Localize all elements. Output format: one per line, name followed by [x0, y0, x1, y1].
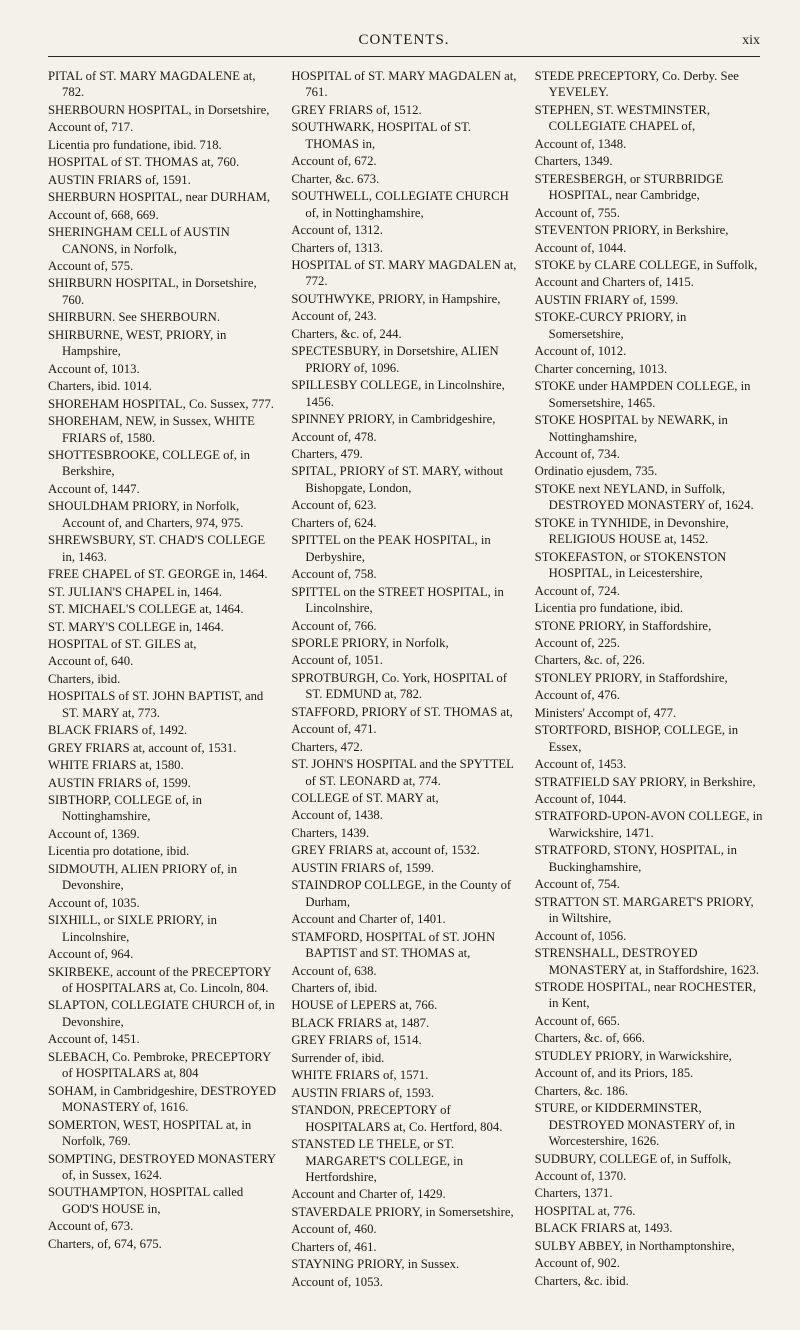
index-entry: SLEBACH, Co. Pembroke, PRECEPTORY of HOSPITALARS at, 804: [48, 1049, 271, 1081]
index-entry: SHOREHAM HOSPITAL, Co. Sussex, 777.: [48, 396, 274, 411]
index-entry: Charters, 472.: [291, 739, 363, 754]
index-entry: Account of, 1013.: [48, 361, 140, 376]
index-entry: BLACK FRIARS of, 1492.: [48, 723, 188, 738]
index-entry: Charters of, 624.: [291, 515, 377, 530]
index-entry: STOKE by CLARE COLLEGE, in Suffolk,: [534, 257, 758, 272]
index-entry: GREY FRIARS of, 1514.: [291, 1033, 422, 1048]
index-entry: SPITTEL on the PEAK HOSPITAL, in Derbyshire,: [291, 533, 491, 564]
index-entry: Account of, 575.: [48, 258, 134, 273]
index-entry: Account of, and its Priors, 185.: [534, 1066, 694, 1081]
index-entry: Account of, 1035.: [48, 895, 140, 910]
index-entry: SPITAL, PRIORY of ST. MARY, without Bishopgate, London,: [291, 464, 503, 495]
index-entry: SHREWSBURY, ST. CHAD'S COLLEGE in, 1463.: [48, 533, 266, 564]
index-entry: FREE CHAPEL of ST. GEORGE in, 1464.: [48, 567, 268, 582]
index-entry: WHITE FRIARS at, 1580.: [48, 758, 184, 773]
index-entry: STEVENTON PRIORY, in Berkshire,: [534, 223, 729, 238]
index-columns: [48, 68, 764, 1291]
column-right: [535, 68, 764, 1291]
index-entry: Charters of, ibid.: [291, 981, 378, 996]
index-entry: STONE PRIORY, in Staffordshire,: [534, 618, 712, 633]
index-entry: SKIRBEKE, account of the PRECEPTORY of HOSPITALARS at, Co. Lincoln, 804.: [48, 964, 272, 996]
index-entry: AUSTIN FRIARS of, 1593.: [291, 1085, 435, 1100]
index-entry: Charter concerning, 1013.: [534, 361, 668, 376]
index-entry: Licentia pro dotatione, ibid.: [48, 844, 190, 859]
index-entry: Account of, 1348.: [534, 136, 627, 151]
index-entry: SHERBOURN HOSPITAL, in Dorsetshire,: [48, 102, 270, 117]
index-entry: Charters of, 1313.: [291, 240, 383, 255]
index-entry: Account of, 724.: [534, 583, 620, 598]
index-entry: Account of, 1056.: [534, 928, 627, 943]
index-entry: Account of, 734.: [534, 446, 620, 461]
index-entry: Account and Charters of, 1415.: [534, 275, 694, 290]
index-entry: SPROTBURGH, Co. York, HOSPITAL of ST. EDMUND at, 782.: [291, 670, 507, 702]
index-entry: GREY FRIARS of, 1512.: [291, 102, 422, 117]
index-entry: Charters, 479.: [291, 446, 363, 461]
index-entry: STRATFORD, STONY, HOSPITAL, in Buckinghamshire,: [534, 843, 737, 874]
index-entry: Account of, 758.: [291, 567, 377, 582]
index-entry: SOUTHAMPTON, HOSPITAL called GOD'S HOUSE in,: [48, 1185, 244, 1216]
index-entry: Account of, 1012.: [534, 344, 627, 359]
index-entry: SHOULDHAM PRIORY, in Norfolk, Account of, and Charters, 974, 975.: [48, 499, 244, 530]
index-entry: STRENSHALL, DESTROYED MONASTERY at, in Staffordshire, 1623.: [534, 946, 760, 977]
index-entry: STURE, or KIDDERMINSTER, DESTROYED MONASTERY of, in Worcestershire, 1626.: [534, 1101, 735, 1149]
index-entry: Account of, 766.: [291, 618, 377, 633]
index-entry: Account and Charter of, 1401.: [291, 912, 446, 927]
page-header: [48, 30, 760, 57]
index-entry: SOMPTING, DESTROYED MONASTERY of, in Sussex, 1624.: [48, 1151, 276, 1182]
index-entry: Account of, 672.: [291, 154, 377, 169]
index-entry: STOKE-CURCY PRIORY, in Somersetshire,: [534, 310, 687, 341]
index-entry: STEPHEN, ST. WESTMINSTER, COLLEGIATE CHAPEL of,: [534, 102, 711, 134]
index-entry: SHERINGHAM CELL of AUSTIN CANONS, in Norfolk,: [48, 225, 230, 256]
index-entry: SHIRBURNE, WEST, PRIORY, in Hampshire,: [48, 327, 227, 359]
index-entry: HOSPITAL of ST. MARY MAGDALEN at, 772.: [291, 257, 517, 289]
index-entry: SHIRBURN HOSPITAL, in Dorsetshire, 760.: [48, 276, 257, 307]
index-entry: SIDMOUTH, ALIEN PRIORY of, in Devonshire,: [48, 861, 238, 893]
index-entry: Charters, &c. ibid.: [534, 1273, 629, 1288]
index-entry: STOKE HOSPITAL by NEWARK, in Nottinghamshire,: [534, 413, 728, 444]
index-entry: Account of, 902.: [534, 1256, 620, 1271]
index-entry: STOKE under HAMPDEN COLLEGE, in Somersetshire, 1465.: [534, 379, 751, 410]
index-entry: Account of, 1447.: [48, 481, 140, 496]
index-entry: SLAPTON, COLLEGIATE CHURCH of, in Devonshire,: [48, 998, 275, 1029]
index-entry: Account of, 1312.: [291, 223, 383, 238]
index-entry: STOKE next NEYLAND, in Suffolk, DESTROYED MONASTERY of, 1624.: [534, 481, 754, 513]
index-entry: Account of, 460.: [291, 1222, 377, 1237]
index-entry: Charters, ibid.: [48, 671, 121, 686]
index-entry: Account of, 1044.: [534, 240, 627, 255]
index-entry: Account and Charter of, 1429.: [291, 1187, 446, 1202]
index-entry: STANDON, PRECEPTORY of HOSPITALARS at, Co. Hertford, 804.: [291, 1103, 503, 1134]
index-entry: BLACK FRIARS at, 1493.: [534, 1221, 673, 1236]
index-entry: Ordinatio ejusdem, 735.: [534, 464, 658, 479]
index-entry: STORTFORD, BISHOP, COLLEGE, in Essex,: [534, 723, 739, 754]
index-entry: Account of, 225.: [534, 635, 620, 650]
index-entry: AUSTIN FRIARS of, 1591.: [48, 172, 191, 187]
index-entry: SPECTESBURY, in Dorsetshire, ALIEN PRIORY of, 1096.: [291, 344, 499, 375]
index-entry: PITAL of ST. MARY MAGDALENE at, 782.: [48, 69, 256, 100]
index-entry: Charters, 1371.: [534, 1186, 613, 1201]
index-entry: Account of, 471.: [291, 722, 377, 737]
index-entry: STOKE in TYNHIDE, in Devonshire, RELIGIOUS HOUSE at, 1452.: [534, 515, 729, 547]
index-entry: Charters, &c. 186.: [534, 1083, 629, 1098]
index-entry: Account of, 1053.: [291, 1274, 383, 1289]
index-entry: SIBTHORP, COLLEGE of, in Nottinghamshire,: [48, 793, 203, 824]
index-entry: STERESBERGH, or STURBRIDGE HOSPITAL, near Cambridge,: [534, 171, 724, 203]
index-entry: AUSTIN FRIARY of, 1599.: [534, 292, 679, 307]
index-entry: Account of, 717.: [48, 120, 134, 135]
index-entry: Surrender of, ibid.: [291, 1050, 385, 1065]
index-entry: HOSPITAL at, 776.: [534, 1203, 636, 1218]
index-entry: ST. MICHAEL'S COLLEGE at, 1464.: [48, 602, 244, 617]
index-entry: STRATFORD-UPON-AVON COLLEGE, in Warwickshire, 1471.: [534, 809, 763, 840]
index-entry: STUDLEY PRIORY, in Warwickshire,: [534, 1048, 732, 1063]
index-entry: Account of, 1438.: [291, 808, 383, 823]
index-entry: STAINDROP COLLEGE, in the County of Durham,: [291, 878, 512, 909]
index-entry: Account of, 476.: [534, 688, 620, 703]
index-entry: Licentia pro fundatione, ibid. 718.: [48, 137, 222, 152]
index-entry: Account of, 623.: [291, 498, 377, 513]
index-entry: SIXHILL, or SIXLE PRIORY, in Lincolnshire,: [48, 913, 217, 944]
index-entry: AUSTIN FRIARS of, 1599.: [291, 860, 435, 875]
index-entry: HOSPITAL of ST. MARY MAGDALEN at, 761.: [291, 69, 517, 100]
index-entry: WHITE FRIARS of, 1571.: [291, 1068, 429, 1083]
index-entry: SPORLE PRIORY, in Norfolk,: [291, 635, 449, 650]
index-entry: Licentia pro fundatione, ibid.: [534, 601, 683, 616]
running-title: CONTENTS.: [358, 32, 450, 48]
index-entry: HOSPITALS of ST. JOHN BAPTIST, and ST. MARY at, 773.: [48, 689, 264, 720]
index-entry: BLACK FRIARS at, 1487.: [291, 1015, 430, 1030]
column-left: [48, 68, 277, 1291]
index-entry: SOUTHWYKE, PRIORY, in Hampshire,: [291, 291, 501, 306]
index-entry: Account of, 1051.: [291, 653, 383, 668]
index-entry: Charters, &c. of, 666.: [534, 1031, 645, 1046]
index-entry: SOHAM, in Cambridgeshire, DESTROYED MONASTERY of, 1616.: [48, 1083, 277, 1115]
index-entry: STRATFIELD SAY PRIORY, in Berkshire,: [534, 774, 756, 789]
index-entry: STANSTED LE THELE, or ST. MARGARET'S COLLEGE, in Hertfordshire,: [291, 1137, 464, 1184]
page-number: xix: [742, 33, 760, 48]
index-entry: Charters, &c. of, 244.: [291, 326, 402, 341]
index-entry: SOUTHWELL, COLLEGIATE CHURCH of, in Nottinghamshire,: [291, 189, 509, 220]
index-entry: Account of, 1369.: [48, 826, 140, 841]
index-entry: SOMERTON, WEST, HOSPITAL at, in Norfolk, 769.: [48, 1117, 252, 1149]
index-entry: Account of, 1370.: [534, 1169, 627, 1183]
index-entry: GREY FRIARS at, account of, 1531.: [48, 740, 237, 755]
index-entry: Account of, 1044.: [534, 792, 627, 807]
index-entry: SULBY ABBEY, in Northamptonshire,: [534, 1238, 735, 1253]
index-entry: Account of, 665.: [534, 1013, 620, 1028]
index-entry: STOKEFASTON, or STOKENSTON HOSPITAL, in Leicestershire,: [534, 549, 727, 581]
index-entry: Account of, 755.: [534, 205, 620, 220]
index-entry: Charters, 1439.: [291, 825, 370, 840]
index-entry: HOUSE of LEPERS at, 766.: [291, 998, 438, 1013]
index-entry: Account of, 640.: [48, 654, 134, 669]
index-entry: SPINNEY PRIORY, in Cambridgeshire,: [291, 412, 496, 427]
index-entry: Account of, 964.: [48, 947, 134, 962]
index-entry: Charters, 1349.: [534, 154, 613, 169]
index-entry: SPITTEL on the STREET HOSPITAL, in Lincolnshire,: [291, 584, 504, 616]
index-entry: Ministers' Accompt of, 477.: [534, 705, 677, 720]
index-entry: Charters, of, 674, 675.: [48, 1236, 162, 1251]
index-entry: SUDBURY, COLLEGE of, in Suffolk,: [534, 1151, 732, 1166]
index-entry: Charters of, 461.: [291, 1239, 377, 1254]
index-entry: SHERBURN HOSPITAL, near DURHAM,: [48, 190, 271, 205]
index-entry: GREY FRIARS at, account of, 1532.: [291, 843, 480, 858]
index-entry: STEDE PRECEPTORY, Co. Derby. See YEVELEY.: [534, 69, 739, 100]
index-entry: STRODE HOSPITAL, near ROCHESTER, in Kent,: [534, 980, 757, 1011]
index-entry: STAMFORD, HOSPITAL of ST. JOHN BAPTIST and ST. THOMAS at,: [291, 929, 496, 961]
index-entry: Charter, &c. 673.: [291, 171, 380, 186]
index-entry: Account of, 638.: [291, 963, 377, 978]
index-entry: COLLEGE of ST. MARY at,: [291, 791, 439, 806]
index-entry: Account of, 1453.: [534, 757, 627, 772]
index-entry: ST. JULIAN'S CHAPEL in, 1464.: [48, 584, 222, 599]
index-entry: HOSPITAL of ST. THOMAS at, 760.: [48, 155, 240, 170]
index-entry: Account of, 243.: [291, 309, 377, 324]
index-entry: ST. JOHN'S HOSPITAL and the SPYTTEL of ST. LEONARD at, 774.: [291, 757, 514, 788]
index-entry: SHOTTESBROOKE, COLLEGE of, in Berkshire,: [48, 447, 250, 479]
index-entry: HOSPITAL of ST. GILES at,: [48, 636, 197, 651]
index-entry: Account of, 668, 669.: [48, 207, 159, 222]
index-entry: Account of, 478.: [291, 429, 377, 444]
index-entry: STAFFORD, PRIORY of ST. THOMAS at,: [291, 704, 513, 719]
index-entry: SOUTHWARK, HOSPITAL of ST. THOMAS in,: [291, 120, 472, 151]
index-entry: Account of, 754.: [534, 877, 620, 892]
index-entry: STRATTON ST. MARGARET'S PRIORY, in Wiltshire,: [534, 894, 754, 926]
index-entry: STAYNING PRIORY, in Sussex.: [291, 1257, 460, 1272]
index-entry: Account of, 673.: [48, 1219, 134, 1234]
index-entry: Account of, 1451.: [48, 1032, 140, 1047]
index-entry: Charters, ibid. 1014.: [48, 379, 152, 394]
index-entry: SPILLESBY COLLEGE, in Lincolnshire, 1456.: [291, 378, 505, 409]
column-middle: [291, 68, 520, 1291]
index-entry: STAVERDALE PRIORY, in Somersetshire,: [291, 1204, 514, 1219]
index-entry: STONLEY PRIORY, in Staffordshire,: [534, 670, 728, 685]
index-entry: AUSTIN FRIARS of, 1599.: [48, 775, 191, 790]
index-entry: ST. MARY'S COLLEGE in, 1464.: [48, 619, 224, 634]
index-entry: SHOREHAM, NEW, in Sussex, WHITE FRIARS of, 1580.: [48, 414, 255, 445]
index-entry: Charters, &c. of, 226.: [534, 653, 645, 668]
index-entry: SHIRBURN. See SHERBOURN.: [48, 310, 221, 325]
